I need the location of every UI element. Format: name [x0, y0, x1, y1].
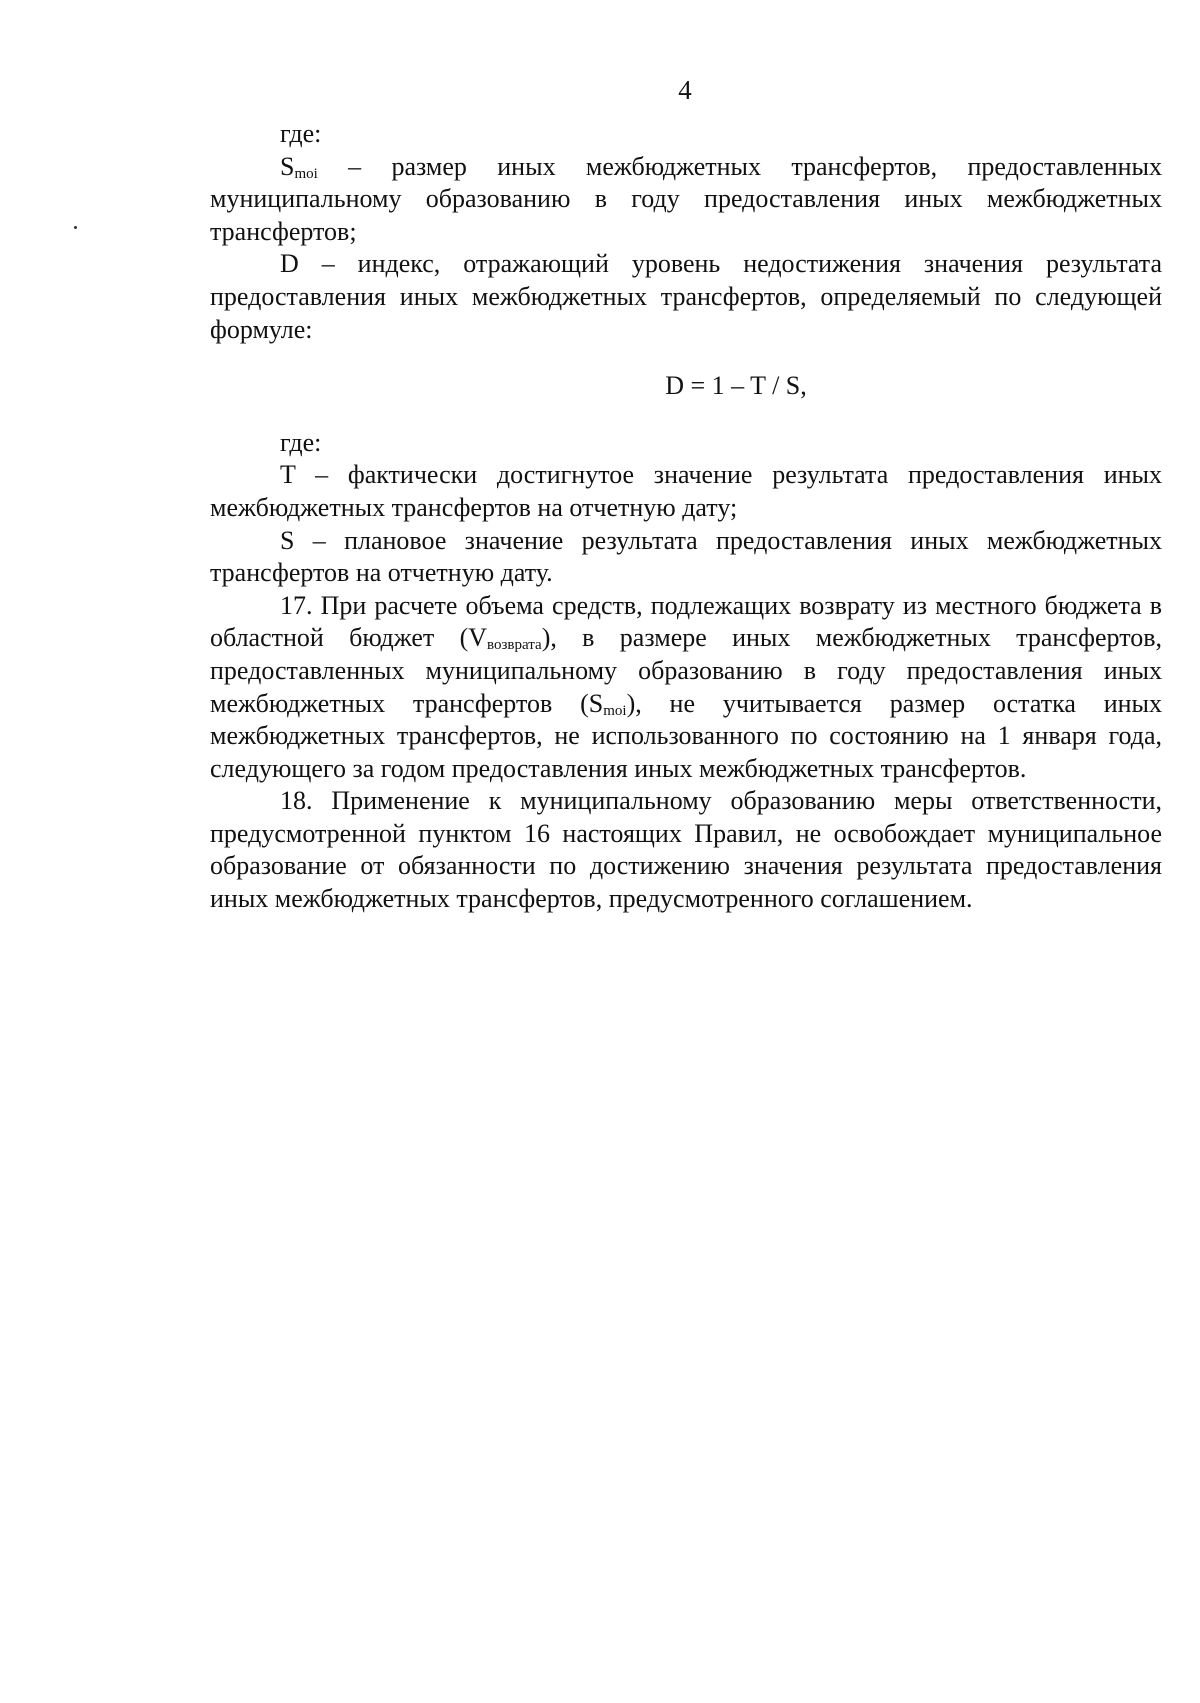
paragraph-17-part2: ), в размере иных межбюджетных трансфертов, предоставленных муниципальному образованию в году предоставления иных межбюджетных трансфертов (S	[210, 623, 1162, 718]
document-body	[210, 118, 1162, 916]
definition-d: D – индекс, отражающий уровень недостижения значения результата предоставления иных межбюджетных трансфертов, определяемый по следующей формуле:	[210, 249, 1162, 344]
definition-smoi	[210, 151, 1162, 249]
smoi-subscript: moi	[294, 165, 318, 182]
scan-speck	[74, 226, 77, 229]
formula-d: D = 1 – T / S,	[665, 371, 807, 401]
where-label-2: где:	[280, 427, 322, 457]
definition-s: S – плановое значение результата предоставления иных межбюджетных трансфертов на отчетную дату.	[210, 525, 1162, 588]
formula-block	[210, 346, 1162, 427]
smoi-subscript-2: moi	[603, 702, 627, 719]
v-subscript: возврата	[487, 637, 542, 654]
smoi-definition-text: – размер иных межбюджетных трансфертов, предоставленных муниципальному образованию в году предоставления иных межбюджетных трансфертов;	[210, 151, 1162, 246]
paragraph-17-part1: 17. При расчете объема средств, подлежащих возврату из местного бюджета в областной бюджет (V	[210, 590, 1162, 653]
smoi-symbol: S	[280, 151, 295, 181]
page-number: 4	[678, 75, 692, 105]
where-label-1: где:	[280, 119, 322, 148]
paragraph-18: 18. Применение к муниципальному образованию меры ответственности, предусмотренной пунктом 16 настоящих Правил, не освобождает муниципальное образование от обязанности по достижению значения результата предоставления иных межбюджетных трансфертов, предусмотренного соглашением.	[210, 786, 1162, 914]
paragraph-17	[210, 590, 1162, 786]
paragraph-17-part3: ), не учитывается размер остатка иных межбюджетных трансфертов, не использованного по состоянию на 1 января года, следующего за годом предоставления иных межбюджетных трансфертов.	[210, 688, 1163, 783]
definition-t: T – фактически достигнутое значение результата предоставления иных межбюджетных трансфертов на отчетную дату;	[210, 460, 1162, 522]
